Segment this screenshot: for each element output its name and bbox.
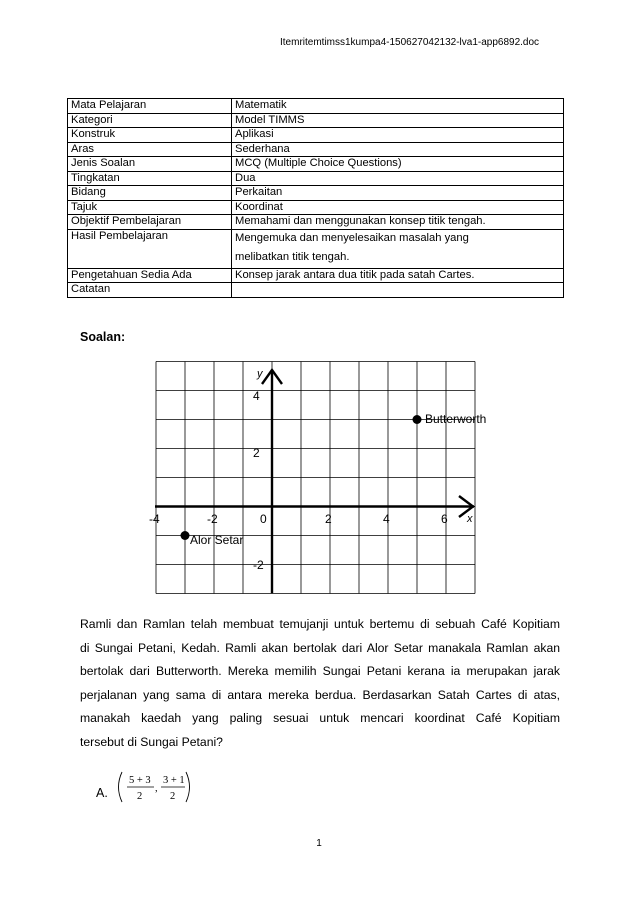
y-tick-label: 2 — [253, 446, 260, 460]
paragraph-line: bertolak dari Butterworth. Mereka memilih Sungai Petani kerana ia merupakan jarak — [80, 664, 560, 678]
x-tick-label: 6 — [441, 512, 448, 526]
fraction-separator: , — [155, 783, 158, 794]
paragraph-line: perjalanan yang sama di antara mereka berdua. Berdasarkan Satah Cartes di atas, — [80, 687, 560, 702]
left-paren — [119, 772, 123, 802]
table-key: Jenis Soalan — [68, 157, 232, 172]
table-key: Kategori — [68, 113, 232, 128]
axes — [155, 370, 474, 593]
fraction2-denominator: 2 — [170, 791, 176, 802]
x-tick-label: 2 — [325, 512, 332, 526]
x-tick-label: -4 — [149, 512, 160, 526]
table-key: Konstruk — [68, 128, 232, 143]
table-value: Perkaitan — [232, 186, 564, 201]
y-tick-label: -2 — [253, 558, 264, 572]
butterworth-point — [413, 415, 422, 424]
paragraph-line: manakah kaedah yang paling sesuai untuk mencari koordinat Café Kopitiam — [80, 711, 560, 725]
table-value: MCQ (Multiple Choice Questions) — [232, 157, 564, 172]
table-value-line: melibatkan titik tengah. — [235, 250, 350, 263]
fraction1-numerator: 5 + 3 — [129, 775, 151, 786]
table-key: Objektif Pembelajaran — [68, 215, 232, 230]
table-key: Bidang — [68, 186, 232, 201]
option-a-label: A. — [96, 786, 108, 800]
table-value: Matematik — [232, 99, 564, 114]
table-key: Aras — [68, 142, 232, 157]
document-filename: Itemritemtimss1kumpa4-150627042132-lva1-app6892.doc — [280, 37, 540, 48]
x-tick-label: 4 — [383, 512, 390, 526]
question-paragraph — [80, 613, 560, 754]
paragraph-line: tersebut di Sungai Petani? — [80, 734, 223, 749]
table-value: Konsep jarak antara dua titik pada satah Cartes. — [232, 268, 564, 283]
table-key: Pengetahuan Sedia Ada — [68, 268, 232, 283]
table-value: Dua — [232, 171, 564, 186]
table-key: Tajuk — [68, 200, 232, 215]
table-key: Catatan — [68, 283, 232, 298]
table-value: Sederhana — [232, 142, 564, 157]
question-heading: Soalan: — [80, 330, 126, 344]
paragraph-line: di Sungai Petani, Kedah. Ramli akan bertolak dari Alor Setar manakala Ramlan akan — [80, 640, 560, 655]
x-axis-label: x — [467, 513, 473, 525]
table-key: Tingkatan — [68, 171, 232, 186]
x-tick-label: -2 — [207, 512, 218, 526]
table-key: Mata Pelajaran — [68, 99, 232, 114]
alor-setar-point — [181, 531, 190, 540]
option-a-formula — [114, 768, 194, 808]
y-axis-label: y — [257, 368, 263, 380]
alor-setar-label: Alor Setar — [190, 533, 244, 547]
page-number: 1 — [316, 838, 322, 849]
table-value: Memahami dan menggunakan konsep titik tengah. — [232, 215, 564, 230]
fraction1-denominator: 2 — [137, 791, 143, 802]
y-tick-label: 4 — [253, 389, 260, 403]
table-value-line: Mengemuka dan menyelesaikan masalah yang — [235, 231, 469, 244]
x-tick-label: 0 — [260, 512, 267, 526]
table-value: Model TIMMS — [232, 113, 564, 128]
right-paren — [186, 772, 190, 802]
table-value: Aplikasi — [232, 128, 564, 143]
fraction2-numerator: 3 + 1 — [163, 775, 185, 786]
paragraph-line: Ramli dan Ramlan telah membuat temujanji untuk bertemu di sebuah Café Kopitiam — [80, 617, 560, 631]
table-key: Hasil Pembelajaran — [68, 229, 232, 268]
grid — [156, 362, 475, 594]
table-value: Koordinat — [232, 200, 564, 215]
butterworth-label: Butterworth — [425, 412, 487, 426]
